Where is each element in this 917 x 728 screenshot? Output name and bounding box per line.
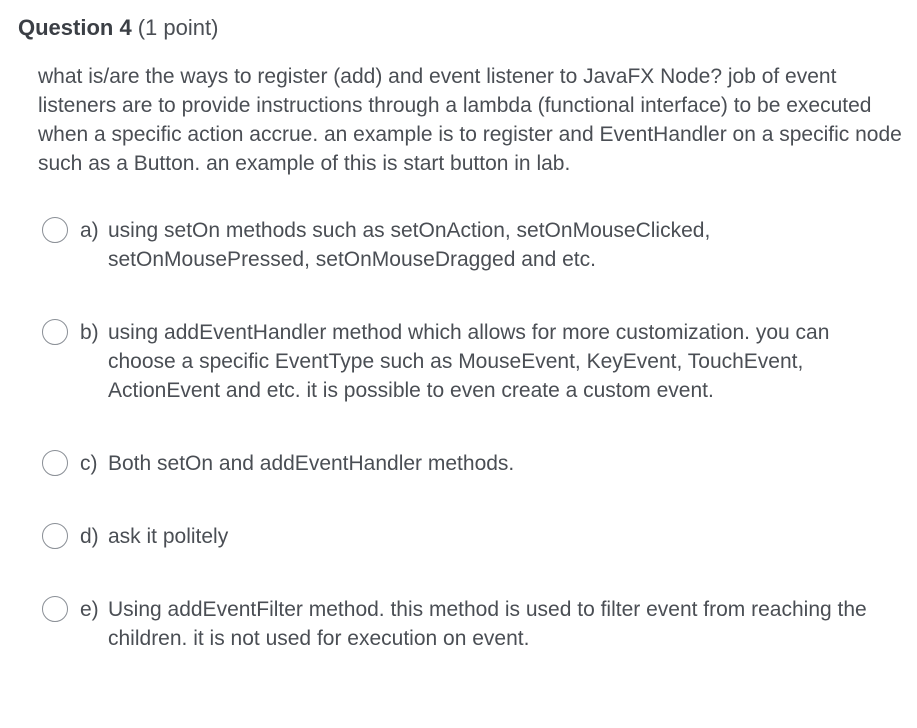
option-letter: d) [80,525,99,548]
answer-option-c[interactable] [42,449,902,478]
radio-button-a[interactable] [42,217,68,243]
option-letter: b) [80,321,99,344]
question-points: (1 point) [137,15,219,40]
question-header [18,14,917,42]
radio-button-b[interactable] [42,319,68,345]
option-text: ask it politely [108,525,229,548]
answer-options [42,216,902,653]
radio-button-c[interactable] [42,450,68,476]
answer-option-d[interactable] [42,522,902,551]
option-text: using setOn methods such as setOnAction, setOnMouseClicked, setOnMousePressed, setOnMouseDragged and etc. [108,219,711,271]
question-title: Question 4 [18,15,132,40]
option-text: Using addEventFilter method. this method is used to filter event from reaching the children. it is not used for execution on event. [108,598,867,650]
answer-option-e[interactable] [42,595,902,653]
answer-option-b[interactable] [42,318,902,405]
option-text: Both setOn and addEventHandler methods. [108,452,515,475]
radio-button-d[interactable] [42,523,68,549]
option-letter: a) [80,219,99,242]
option-letter: e) [80,598,99,621]
question-prompt: what is/are the ways to register (add) and event listener to JavaFX Node? job of event listeners are to provide instructions through a lambda (functional interface) to be executed when a specific action accrue. an example is to register and EventHandler on a specific node such as a Button. an example of this is start button in lab. [38,65,902,175]
option-letter: c) [80,452,98,475]
radio-button-e[interactable] [42,596,68,622]
option-text: using addEventHandler method which allows for more customization. you can choose a specific EventType such as MouseEvent, KeyEvent, TouchEvent, ActionEvent and etc. it is possible to even create a custom event. [108,321,830,402]
answer-option-a[interactable] [42,216,902,274]
